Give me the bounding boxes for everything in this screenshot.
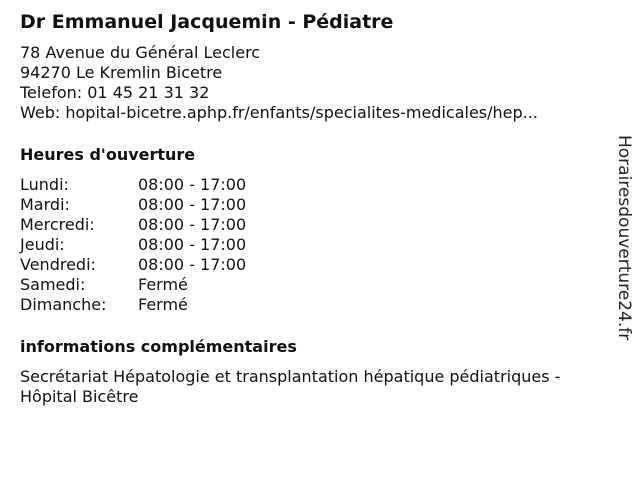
doctor-name: Dr Emmanuel Jacquemin - Pédiatre <box>20 11 394 33</box>
hours-day-label: Samedi: <box>20 275 86 294</box>
hours-row-saturday <box>20 275 600 295</box>
hours-day-label: Dimanche: <box>20 295 107 314</box>
hours-time-value: 08:00 - 17:00 <box>138 175 247 194</box>
hours-time-value: Fermé <box>138 275 188 294</box>
opening-hours-table <box>20 175 600 315</box>
hours-day-label: Jeudi: <box>20 235 65 254</box>
website-link[interactable]: Web: hopital-bicetre.aphp.fr/enfants/specialites-medicales/hep... <box>20 103 538 122</box>
additional-info-text: Secrétariat Hépatologie et transplantation hépatique pédiatriques - Hôpital Bicêtre <box>20 367 561 406</box>
hours-time-value: 08:00 - 17:00 <box>138 215 247 234</box>
hours-row-thursday <box>20 235 600 255</box>
hours-row-wednesday <box>20 215 600 235</box>
address-line-2: 94270 Le Kremlin Bicetre <box>20 63 223 82</box>
hours-row-sunday <box>20 295 600 315</box>
hours-day-label: Mercredi: <box>20 215 95 234</box>
additional-info-heading: informations complémentaires <box>20 337 297 356</box>
address-line-1: 78 Avenue du Général Leclerc <box>20 43 261 62</box>
site-brand-watermark: Horairesdouverture24.fr <box>614 135 634 341</box>
hours-day-label: Mardi: <box>20 195 70 214</box>
hours-time-value: 08:00 - 17:00 <box>138 255 247 274</box>
hours-time-value: 08:00 - 17:00 <box>138 195 247 214</box>
hours-row-monday <box>20 175 600 195</box>
hours-time-value: Fermé <box>138 295 188 314</box>
hours-time-value: 08:00 - 17:00 <box>138 235 247 254</box>
hours-day-label: Lundi: <box>20 175 69 194</box>
opening-hours-heading: Heures d'ouverture <box>20 145 196 164</box>
hours-day-label: Vendredi: <box>20 255 96 274</box>
hours-row-tuesday <box>20 195 600 215</box>
phone-number: Telefon: 01 45 21 31 32 <box>20 83 210 102</box>
doctor-info-card <box>20 10 600 407</box>
hours-row-friday <box>20 255 600 275</box>
